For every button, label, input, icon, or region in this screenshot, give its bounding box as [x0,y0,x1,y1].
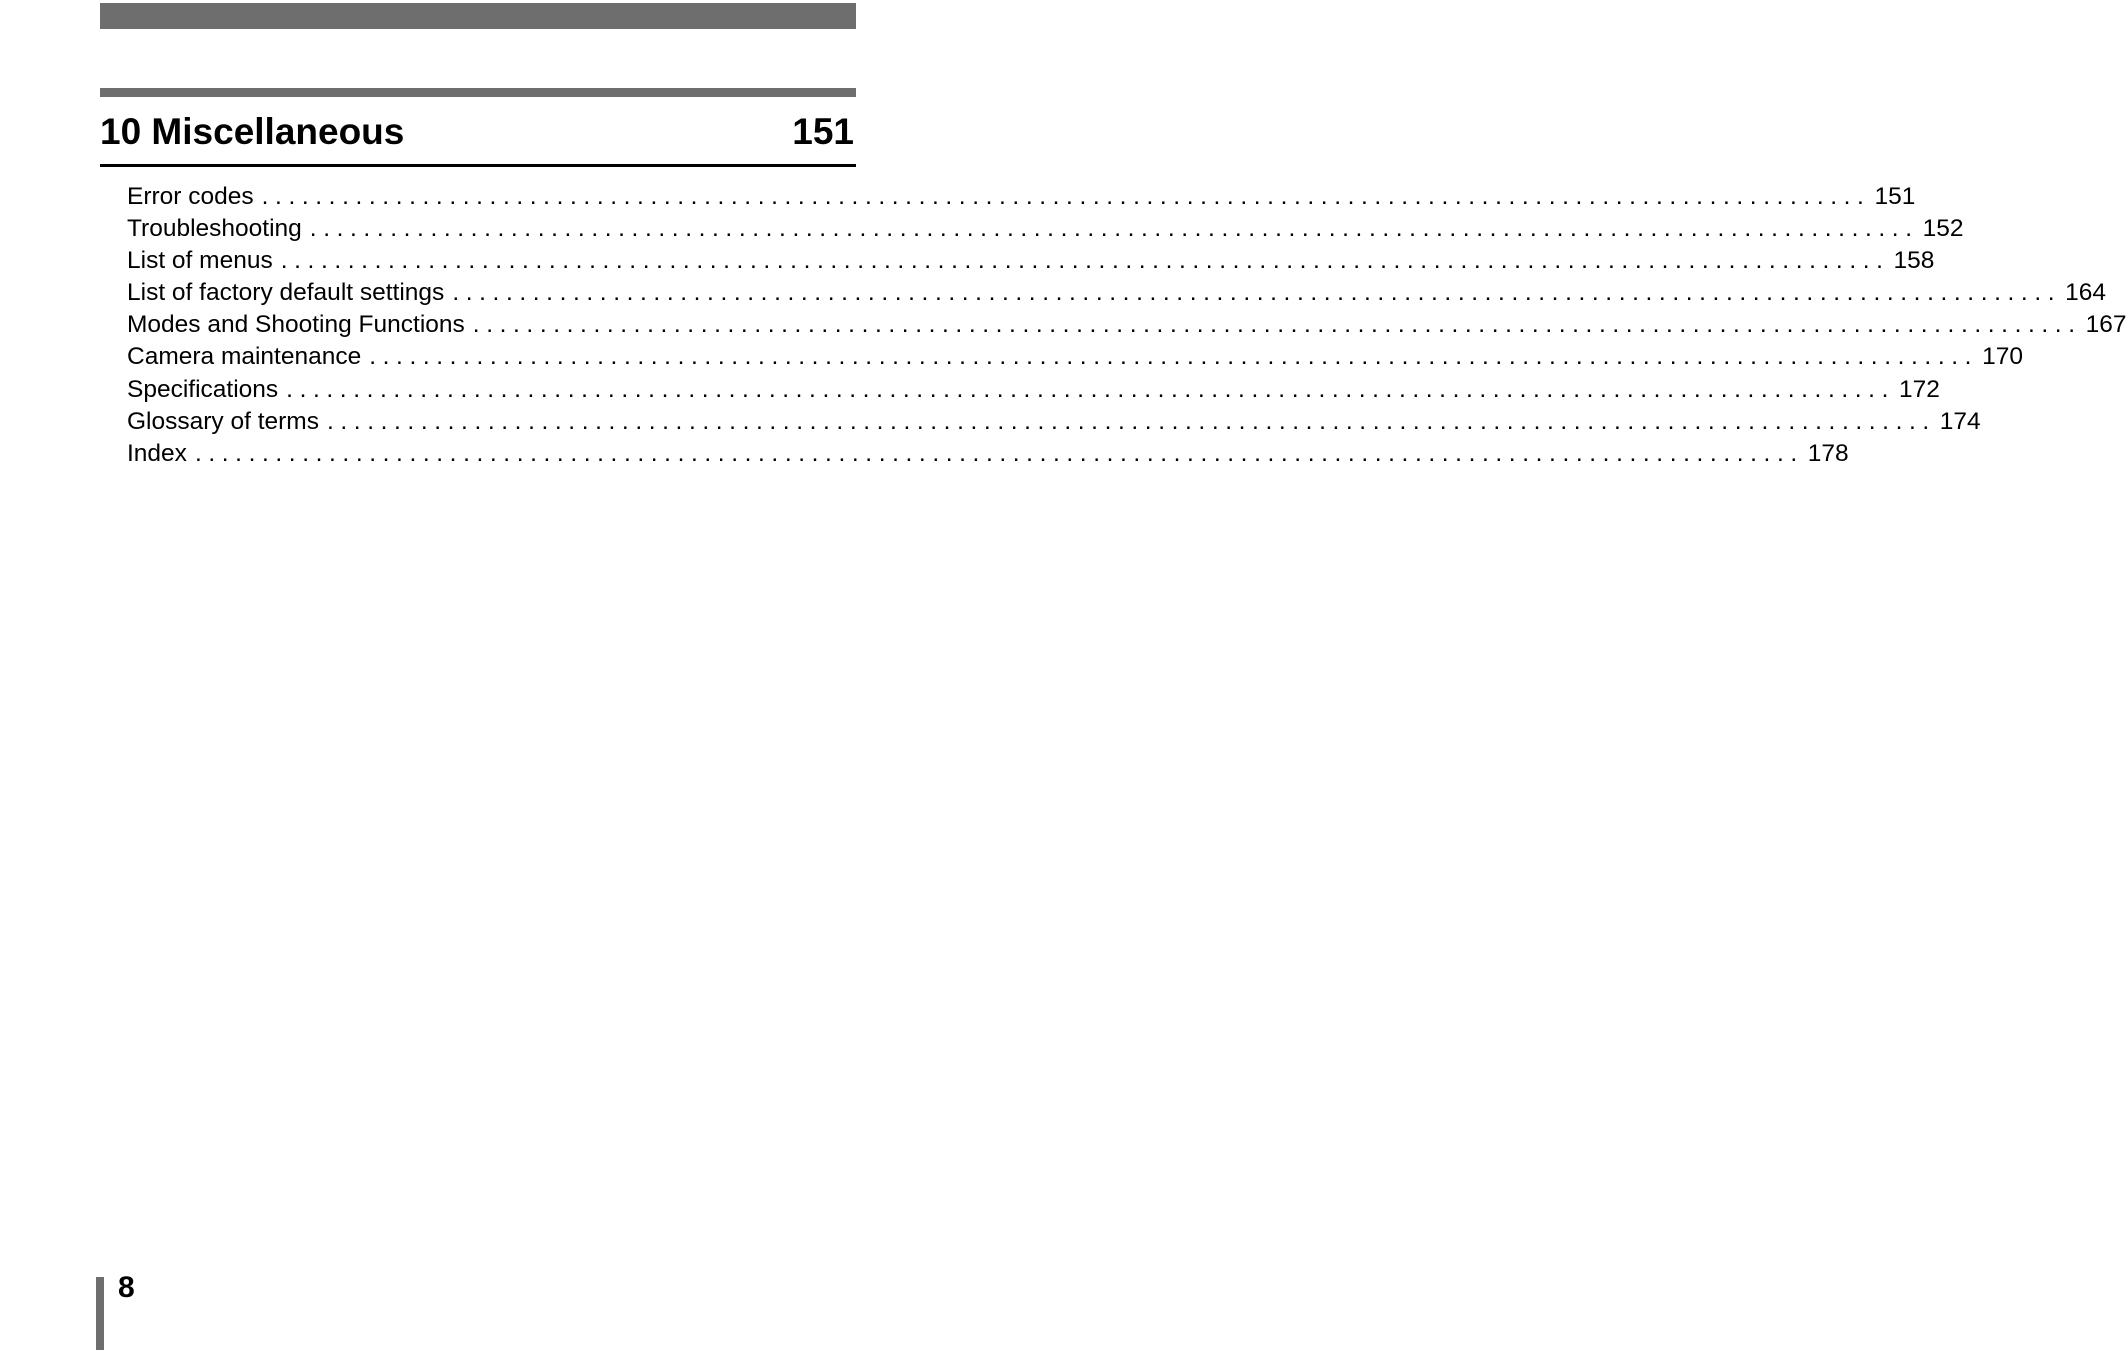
toc-entry-page: 170 [1982,343,2023,371]
dot-leader: ........................................................................................................................ [452,279,2062,307]
toc-entry-title: Error codes [127,183,254,210]
chapter-heading [100,108,856,167]
page-edge-bar [96,1277,104,1350]
toc-entry-troubleshooting[interactable] [127,213,1964,245]
toc-entry-page: 151 [1874,183,1916,210]
toc-entry-title: Camera maintenance [127,343,362,371]
chapter-page-number: 151 [792,111,854,152]
toc-list [127,181,2127,470]
dot-leader: ........................................................................................................................ [261,183,1871,210]
toc-entry-index[interactable] [127,438,1849,470]
toc-entry-modes-and-shooting-functions[interactable] [127,309,2127,341]
header-bar [100,3,856,29]
toc-entry-list-of-menus[interactable] [127,245,1935,277]
toc-entry-factory-default-settings[interactable] [127,277,2107,309]
toc-entry-title: Specifications [127,375,279,403]
dot-leader: ........................................................................................................................ [280,247,1890,275]
dot-leader: ........................................................................................................................ [369,343,1979,371]
toc-entry-page: 178 [1807,439,1849,467]
section-divider-bar [100,88,856,97]
toc-entry-title: Troubleshooting [127,215,302,243]
dot-leader: ........................................................................................................................ [309,215,1919,243]
toc-entry-page: 172 [1899,375,1940,403]
toc-entry-title: Glossary of terms [127,407,319,435]
page-number: 8 [118,1271,135,1304]
toc-entry-page: 167 [2085,311,2127,339]
toc-entry-title: Index [127,439,187,467]
toc-entry-glossary-of-terms[interactable] [127,406,1981,438]
dot-leader: ........................................................................................................................ [326,407,1936,435]
toc-entry-error-codes[interactable] [127,181,1916,213]
toc-entry-title: List of factory default settings [127,279,445,307]
dot-leader: ........................................................................................................................ [472,311,2082,339]
toc-entry-title: Modes and Shooting Functions [127,311,465,339]
dot-leader: ........................................................................................................................ [286,375,1895,403]
toc-entry-title: List of menus [127,247,273,275]
toc-entry-camera-maintenance[interactable] [127,341,2023,373]
dot-leader: ........................................................................................................................ [194,439,1804,467]
toc-entry-page: 152 [1922,215,1964,243]
toc-entry-page: 164 [2065,279,2107,307]
chapter-title: 10 Miscellaneous [100,111,405,152]
toc-entry-page: 174 [1939,407,1981,435]
toc-entry-page: 158 [1893,247,1935,275]
toc-entry-specifications[interactable] [127,374,1940,406]
